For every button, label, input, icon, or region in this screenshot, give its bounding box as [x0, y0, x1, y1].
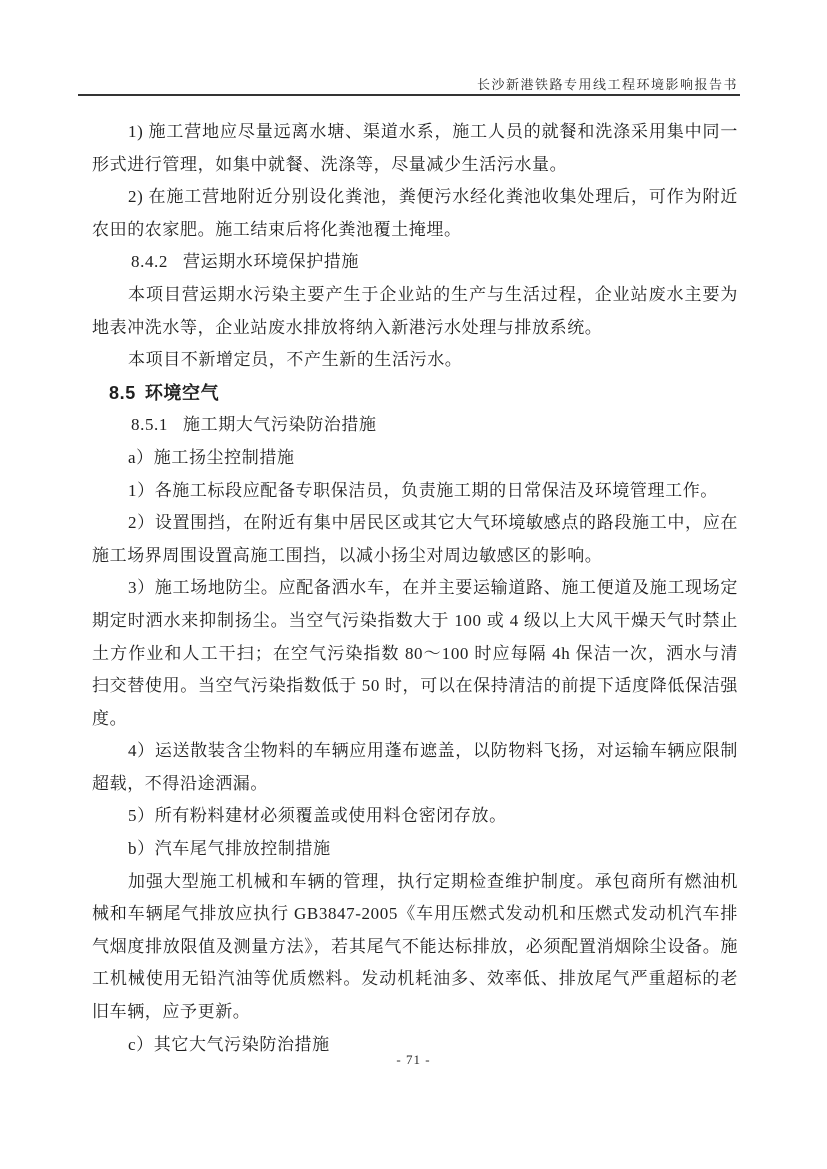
paragraph: 本项目不新增定员，不产生新的生活污水。: [128, 350, 463, 370]
paragraph: b）汽车尾气排放控制措施: [128, 839, 331, 859]
paragraph: 加强大型施工机械和车辆的管理，执行定期检查维护制度。承包商所有燃油机械和车辆尾气排放应执行 GB3847-2005《车用压燃式发动机和压燃式发动机汽车排气烟度排放限值及测量方法》，若其尾气不能达标排放，必须配置消烟除尘设备。施工机械使用无铅汽油等优质燃料。发动机耗油多、效率低、排放尾气严重超标的老旧车辆，应予更新。: [92, 871, 738, 1022]
page-header: [78, 74, 738, 93]
heading-number: 8.5: [109, 382, 136, 403]
heading-title: 营运期水环境保护措施: [183, 252, 359, 272]
paragraph: 1) 施工营地应尽量远离水塘、渠道水系，施工人员的就餐和洗涤采用集中同一形式进行管理，如集中就餐、洗涤等，尽量减少生活污水量。: [92, 122, 738, 174]
paragraph: 4）运送散装含尘物料的车辆应用蓬布遮盖，以防物料飞扬，对运输车辆应限制超载，不得沿途洒漏。: [92, 741, 738, 793]
document-body: [92, 116, 738, 1061]
paragraph: c）其它大气污染防治措施: [128, 1034, 330, 1054]
paragraph: a）施工扬尘控制措施: [128, 447, 295, 467]
page-footer: [0, 1052, 827, 1068]
heading-title: 环境空气: [144, 382, 220, 403]
section-heading-8.5: [92, 377, 738, 410]
paragraph: 本项目营运期水污染主要产生于企业站的生产与生活过程，企业站废水主要为地表冲洗水等，企业站废水排放将纳入新港污水处理与排放系统。: [92, 284, 738, 337]
running-header-title: 长沙新港铁路专用线工程环境影响报告书: [476, 77, 738, 92]
paragraph: 3）施工场地防尘。应配备洒水车，在并主要运输道路、施工便道及施工现场定期定时洒水来抑制扬尘。当空气污染指数大于 100 或 4 级以上大风干燥天气时禁止土方作业和人工干扫；在空气污染指数 80～100 时应每隔 4h 保洁一次，洒水与清扫交替使用。当空气污染指数低于 50 时，可以在保持清洁的前提下适度降低保洁强度。: [92, 578, 738, 728]
page-number: - 71 -: [396, 1052, 431, 1067]
heading-title: 施工期大气污染防治措施: [183, 415, 377, 435]
paragraph: 2) 在施工营地附近分别设化粪池，粪便污水经化粪池收集处理后，可作为附近农田的农家肥。施工结束后将化粪池覆土掩埋。: [92, 187, 738, 239]
heading-number: 8.4.2: [131, 252, 168, 272]
paragraph: 5）所有粉料建材必须覆盖或使用料仓密闭存放。: [128, 806, 507, 826]
paragraph: 2）设置围挡，在附近有集中居民区或其它大气环境敏感点的路段施工中，应在施工场界周围设置高施工围挡，以减小扬尘对周边敏感区的影响。: [92, 513, 738, 565]
header-rule: [78, 94, 740, 96]
heading-number: 8.5.1: [131, 415, 168, 435]
section-heading-8.5.1: [92, 409, 738, 442]
paragraph: 1）各施工标段应配备专职保洁员，负责施工期的日常保洁及环境管理工作。: [128, 480, 718, 500]
section-heading-8.4.2: [92, 246, 738, 279]
